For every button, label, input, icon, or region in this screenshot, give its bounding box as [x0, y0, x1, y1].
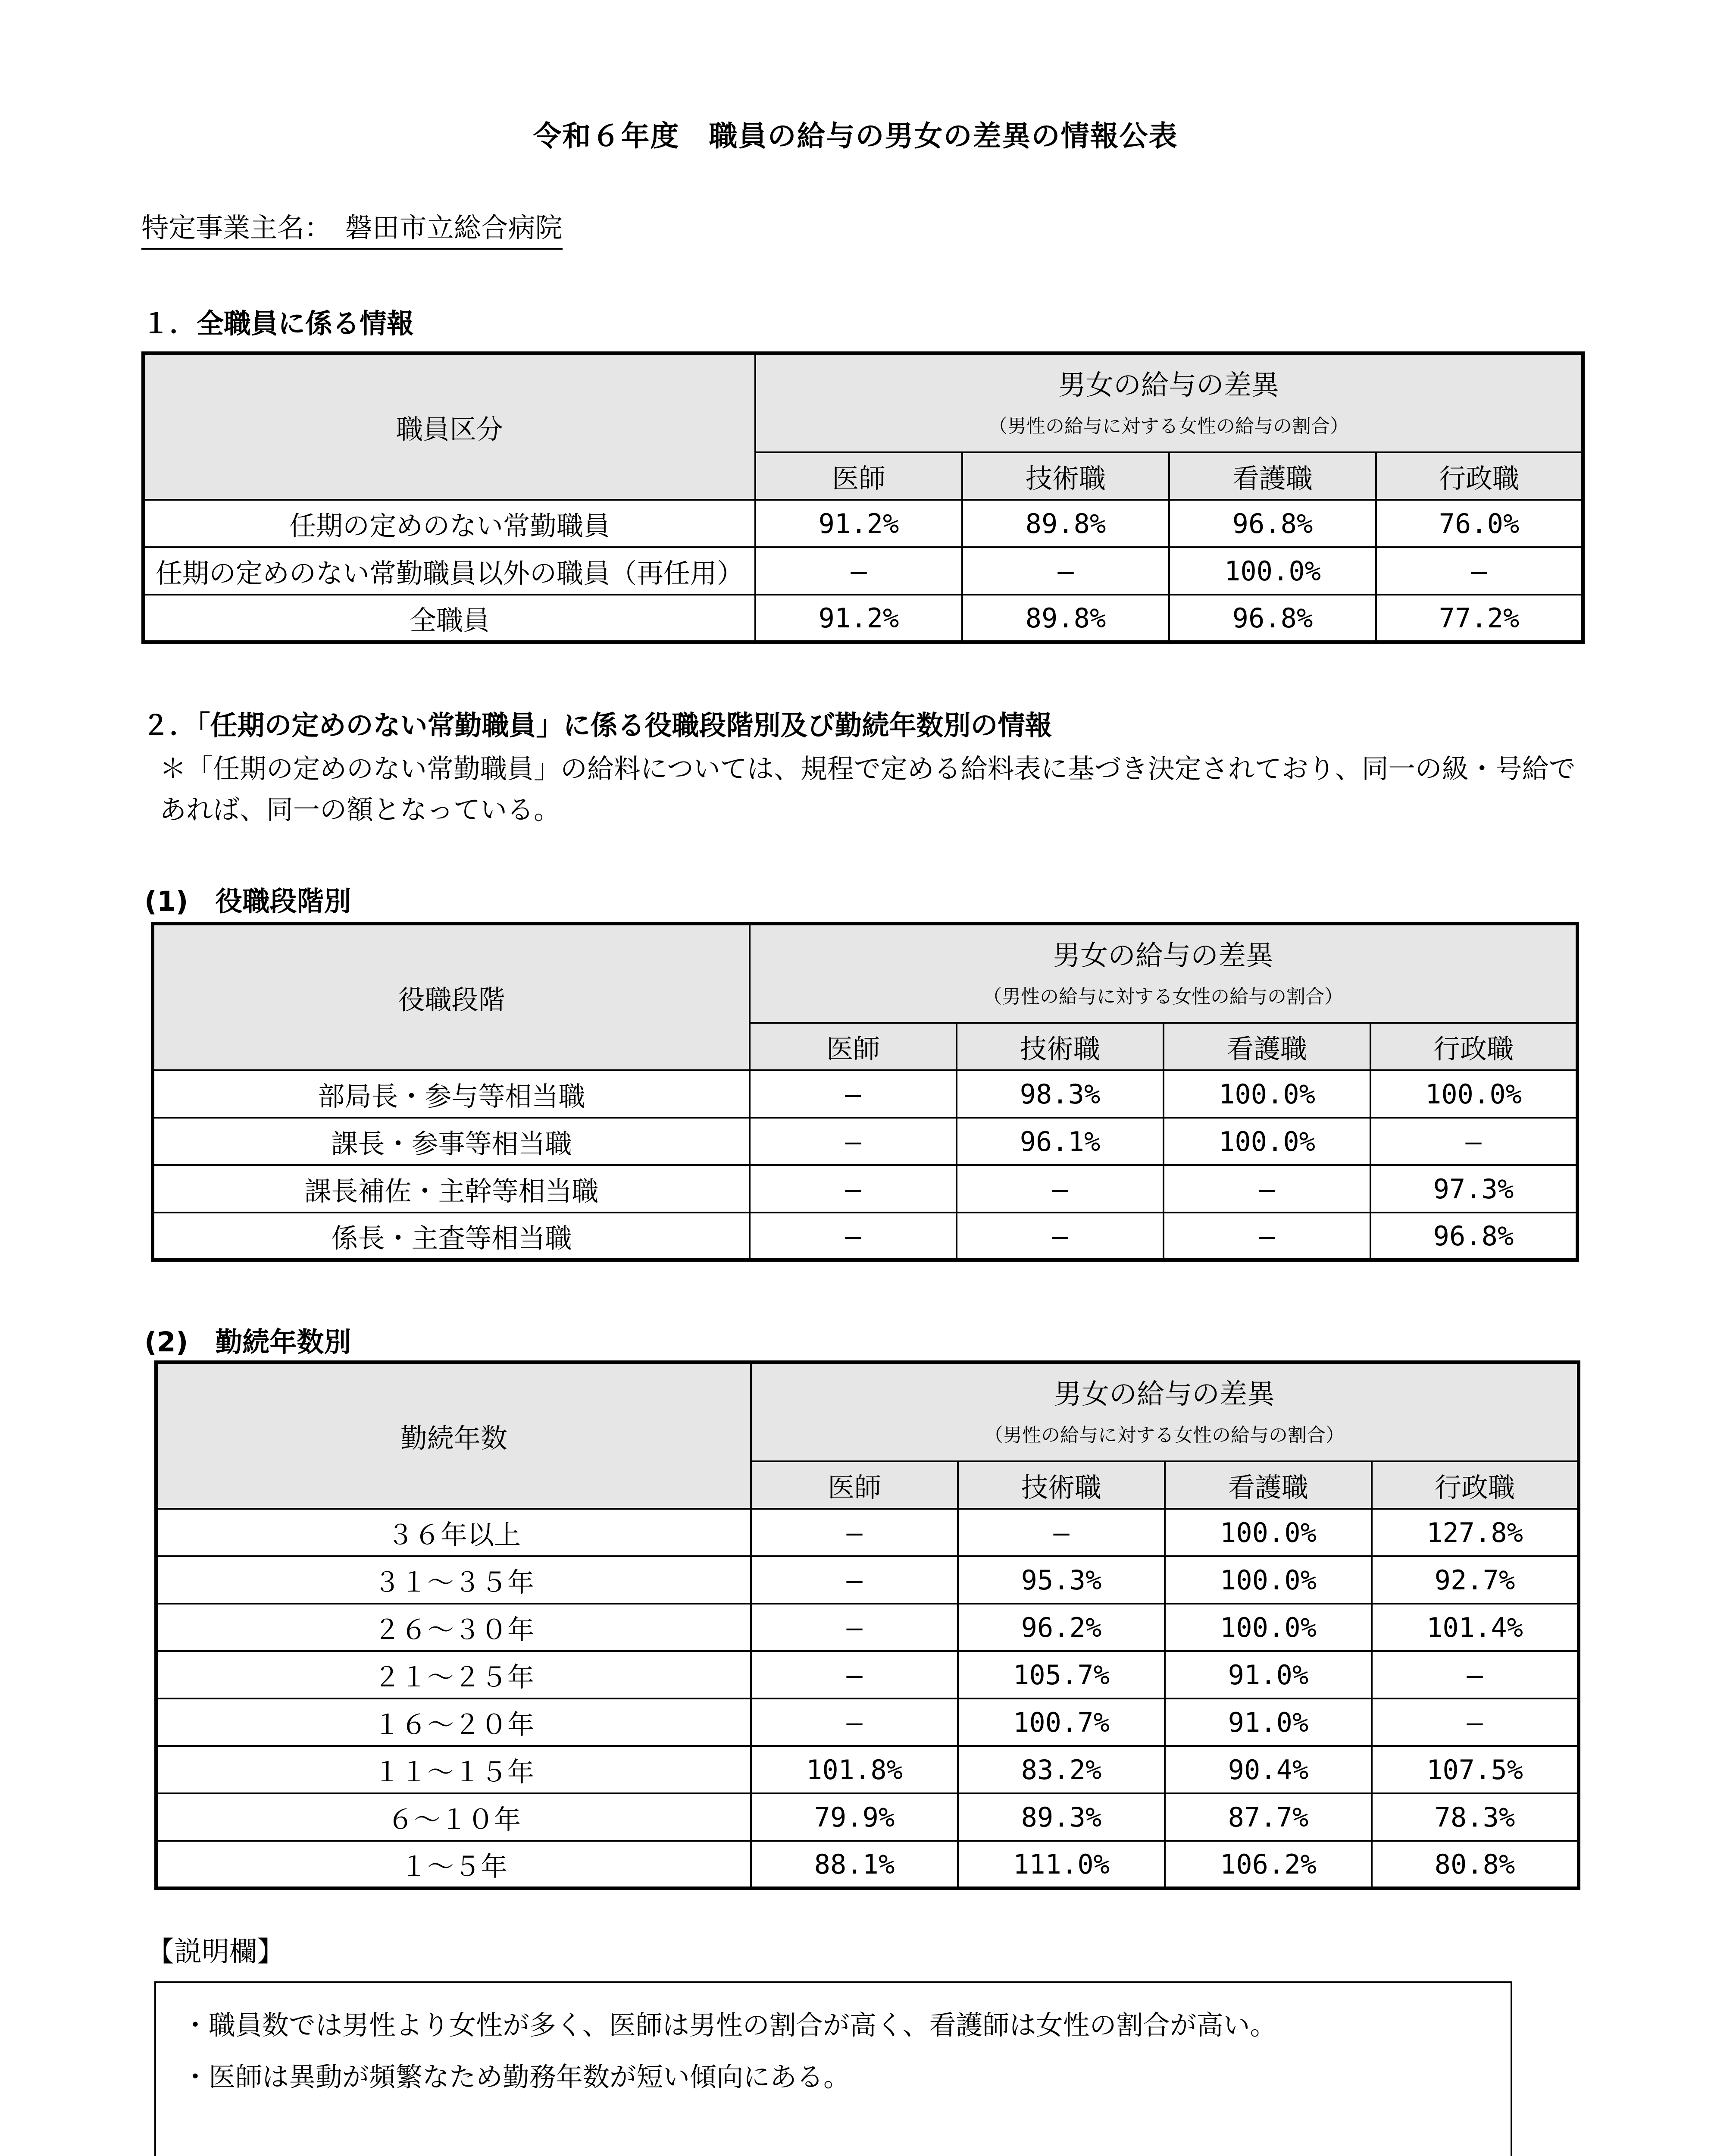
value-cell: 91.2%: [755, 595, 962, 642]
explanation-line: ・職員数では男性より女性が多く、医師は男性の割合が高く、看護師は女性の割合が高い。: [182, 2009, 1277, 2041]
row-label: 課長補佐・主幹等相当職: [153, 1165, 750, 1213]
value-cell: ―: [958, 1509, 1165, 1556]
row-label: 係長・主査等相当職: [153, 1213, 750, 1260]
value-cell: 100.0%: [1164, 1070, 1370, 1118]
value-cell: 76.0%: [1376, 500, 1583, 547]
value-cell: 96.2%: [958, 1604, 1165, 1651]
gap-header-cell: [755, 353, 1583, 452]
gap-title: 男女の給与の差異: [1053, 940, 1273, 972]
sub1-heading: (1) 役職段階別: [144, 886, 351, 917]
salary-note: ＊「任期の定めのない常勤職員」の給料については、規程で定める給料表に基づき決定されており、同一の級・号給であれば、同一の額となっている。: [160, 753, 1576, 825]
value-cell: 98.3%: [957, 1070, 1164, 1118]
table-row: [156, 1841, 1579, 1888]
table-row: [156, 1746, 1579, 1793]
section1-heading: １．全職員に係る情報: [142, 308, 414, 339]
value-cell: 100.0%: [1165, 1509, 1372, 1556]
table-row: [156, 1793, 1579, 1841]
col-header-nursing: 看護職: [1169, 452, 1376, 500]
col-header-doctor: 医師: [755, 452, 962, 500]
all-staff-table: [141, 351, 1585, 644]
row-label: 全職員: [143, 595, 755, 642]
value-cell: 100.0%: [1165, 1556, 1372, 1604]
value-cell: 101.8%: [751, 1746, 958, 1793]
gap-header-cell: [751, 1362, 1579, 1461]
table-row: [143, 595, 1583, 642]
value-cell: 77.2%: [1376, 595, 1583, 642]
gap-title: 男女の給与の差異: [1054, 1379, 1275, 1410]
value-cell: 92.7%: [1372, 1556, 1579, 1604]
table-row: [156, 1698, 1579, 1746]
row-label: １～５年: [156, 1841, 751, 1888]
value-cell: 91.2%: [755, 500, 962, 547]
page-title: 令和６年度 職員の給与の男女の差異の情報公表: [533, 119, 1178, 153]
value-cell: ―: [957, 1165, 1164, 1213]
row-label: 部局長・参与等相当職: [153, 1070, 750, 1118]
col-header-admin: 行政職: [1372, 1461, 1579, 1509]
value-cell: 95.3%: [958, 1556, 1165, 1604]
col-header-technical: 技術職: [957, 1023, 1164, 1070]
value-cell: ―: [750, 1070, 957, 1118]
tenure-table: [154, 1360, 1580, 1890]
table-row: [156, 1509, 1579, 1556]
explanation-line: ・医師は異動が頻繁なため勤務年数が短い傾向にある。: [182, 2061, 851, 2093]
gap-header-cell: [750, 924, 1577, 1023]
value-cell: 100.0%: [1370, 1070, 1577, 1118]
value-cell: 100.7%: [958, 1698, 1165, 1746]
table-row: [156, 1651, 1579, 1698]
row-label: ６～１０年: [156, 1793, 751, 1841]
col-header-admin: 行政職: [1376, 452, 1583, 500]
row-header-cell: 勤続年数: [156, 1362, 751, 1509]
value-cell: ―: [1376, 547, 1583, 595]
gap-title: 男女の給与の差異: [1058, 370, 1279, 401]
value-cell: ―: [957, 1213, 1164, 1260]
row-header-cell: 役職段階: [153, 924, 750, 1070]
explanation-box: [154, 1981, 1512, 2156]
sub2-heading: (2) 勤続年数別: [144, 1326, 351, 1358]
value-cell: ―: [1372, 1698, 1579, 1746]
value-cell: ―: [1370, 1118, 1577, 1165]
table-row: [153, 1213, 1577, 1260]
value-cell: ―: [751, 1556, 958, 1604]
row-label: ３６年以上: [156, 1509, 751, 1556]
value-cell: 91.0%: [1165, 1651, 1372, 1698]
value-cell: 91.0%: [1165, 1698, 1372, 1746]
value-cell: 100.0%: [1165, 1604, 1372, 1651]
table-row: [156, 1604, 1579, 1651]
col-header-technical: 技術職: [962, 452, 1169, 500]
gap-subtitle: （男性の給与に対する女性の給与の割合）: [984, 1424, 1345, 1446]
explanation-heading: 【説明欄】: [147, 1936, 285, 1968]
value-cell: 96.8%: [1169, 595, 1376, 642]
value-cell: 107.5%: [1372, 1746, 1579, 1793]
value-cell: 87.7%: [1165, 1793, 1372, 1841]
value-cell: ―: [751, 1698, 958, 1746]
col-header-nursing: 看護職: [1164, 1023, 1370, 1070]
table-row: [143, 547, 1583, 595]
value-cell: 83.2%: [958, 1746, 1165, 1793]
col-header-technical: 技術職: [958, 1461, 1165, 1509]
gap-subtitle: （男性の給与に対する女性の給与の割合）: [988, 415, 1349, 437]
table-row: [153, 1118, 1577, 1165]
value-cell: 100.0%: [1169, 547, 1376, 595]
value-cell: 89.8%: [962, 595, 1169, 642]
value-cell: 101.4%: [1372, 1604, 1579, 1651]
value-cell: 96.8%: [1370, 1213, 1577, 1260]
row-label: 課長・参事等相当職: [153, 1118, 750, 1165]
row-label: 任期の定めのない常勤職員: [143, 500, 755, 547]
value-cell: ―: [1164, 1165, 1370, 1213]
value-cell: 78.3%: [1372, 1793, 1579, 1841]
value-cell: ―: [962, 547, 1169, 595]
value-cell: 105.7%: [958, 1651, 1165, 1698]
value-cell: ―: [750, 1165, 957, 1213]
table-row: [156, 1556, 1579, 1604]
col-header-admin: 行政職: [1370, 1023, 1577, 1070]
value-cell: ―: [1372, 1651, 1579, 1698]
table-row: [153, 1165, 1577, 1213]
value-cell: ―: [1164, 1213, 1370, 1260]
row-label: 任期の定めのない常勤職員以外の職員（再任用）: [143, 547, 755, 595]
gap-subtitle: （男性の給与に対する女性の給与の割合）: [983, 986, 1343, 1008]
value-cell: 88.1%: [751, 1841, 958, 1888]
value-cell: ―: [750, 1213, 957, 1260]
row-label: ２１～２５年: [156, 1651, 751, 1698]
row-label: ２６～３０年: [156, 1604, 751, 1651]
value-cell: 106.2%: [1165, 1841, 1372, 1888]
table-row: [143, 500, 1583, 547]
row-label: ３１～３５年: [156, 1556, 751, 1604]
value-cell: 96.1%: [957, 1118, 1164, 1165]
value-cell: ―: [755, 547, 962, 595]
row-label: １１～１５年: [156, 1746, 751, 1793]
value-cell: 100.0%: [1164, 1118, 1370, 1165]
value-cell: 90.4%: [1165, 1746, 1372, 1793]
position-table: [151, 922, 1579, 1262]
value-cell: ―: [751, 1651, 958, 1698]
row-header-cell: 職員区分: [143, 353, 755, 500]
value-cell: ―: [751, 1604, 958, 1651]
value-cell: 127.8%: [1372, 1509, 1579, 1556]
value-cell: ―: [751, 1509, 958, 1556]
row-label: １６～２０年: [156, 1698, 751, 1746]
value-cell: 89.3%: [958, 1793, 1165, 1841]
table-row: [153, 1070, 1577, 1118]
value-cell: 111.0%: [958, 1841, 1165, 1888]
col-header-doctor: 医師: [750, 1023, 957, 1070]
value-cell: 89.8%: [962, 500, 1169, 547]
section2-heading: ２．「任期の定めのない常勤職員」に係る役職段階別及び勤続年数別の情報: [142, 710, 1052, 741]
employer-name: 特定事業主名： 磐田市立総合病院: [141, 206, 563, 250]
value-cell: 96.8%: [1169, 500, 1376, 547]
value-cell: 97.3%: [1370, 1165, 1577, 1213]
value-cell: 80.8%: [1372, 1841, 1579, 1888]
value-cell: 79.9%: [751, 1793, 958, 1841]
value-cell: ―: [750, 1118, 957, 1165]
col-header-doctor: 医師: [751, 1461, 958, 1509]
col-header-nursing: 看護職: [1165, 1461, 1372, 1509]
